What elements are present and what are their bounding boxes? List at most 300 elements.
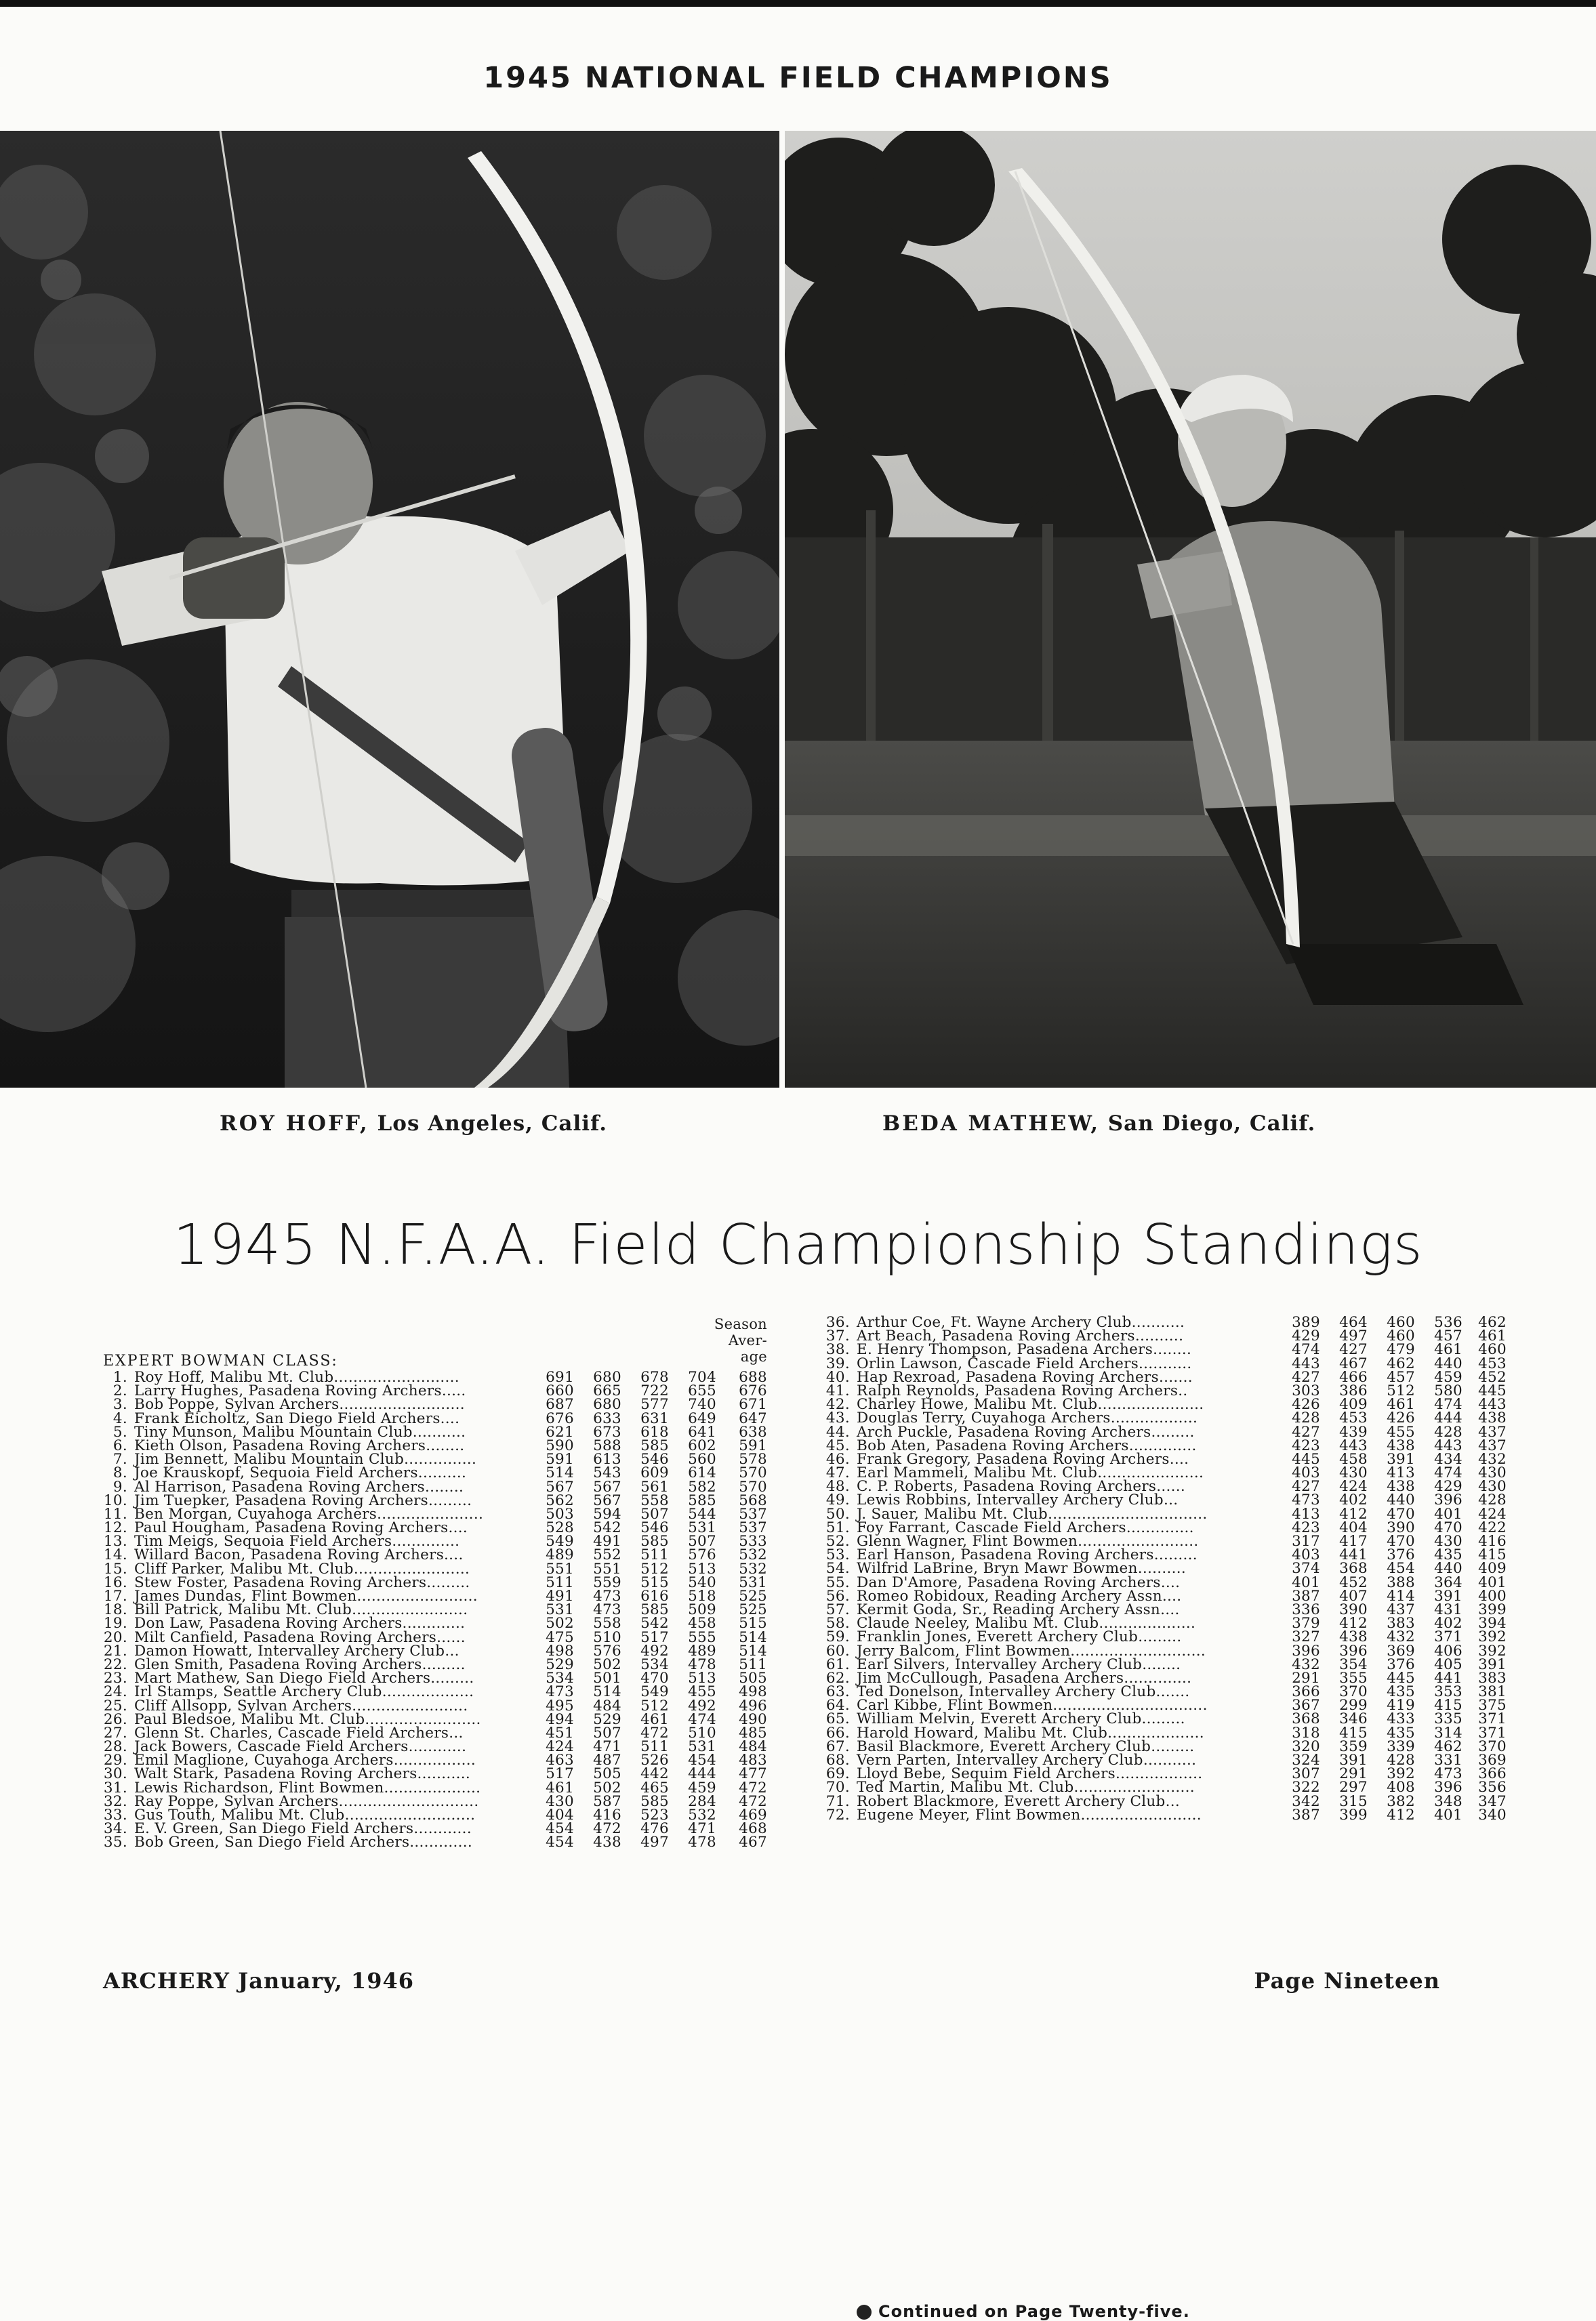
rank-number: 21. [103,1642,127,1660]
score-2: 417 [1339,1533,1368,1550]
archer-name: Romeo Robidoux, Reading Archery Assn.... [857,1587,1182,1605]
rank-number: 49. [825,1492,850,1509]
score-1: 495 [546,1697,574,1714]
score-3: 585 [640,1437,669,1454]
score-4: 544 [688,1505,716,1523]
score-1: 429 [1292,1328,1320,1345]
rank-number: 34. [103,1820,127,1838]
score-4: 454 [688,1752,716,1769]
score-2: 501 [593,1670,621,1687]
score-3: 511 [640,1546,669,1564]
score-2: 346 [1339,1710,1368,1728]
score-2: 576 [593,1642,621,1660]
season-average: 383 [1478,1669,1507,1687]
score-2: 466 [1339,1368,1368,1386]
score-4: 641 [688,1423,716,1441]
rank-number: 10. [103,1492,127,1509]
archer-name: Larry Hughes, Pasadena Roving Archers..... [134,1382,466,1400]
score-2: 472 [593,1820,621,1838]
score-3: 631 [640,1410,669,1427]
score-4: 441 [1434,1669,1462,1687]
rank-number: 53. [825,1546,850,1564]
score-3: 479 [1387,1341,1415,1359]
rank-number: 55. [825,1574,850,1591]
rank-number: 64. [825,1697,850,1714]
score-3: 426 [1387,1410,1415,1427]
score-2: 471 [593,1738,621,1756]
score-3: 470 [1387,1505,1415,1523]
score-1: 303 [1292,1382,1320,1399]
score-4: 473 [1434,1765,1462,1783]
score-1: 503 [546,1505,574,1523]
rank-number: 65. [825,1710,850,1728]
score-3: 408 [1387,1779,1415,1796]
archer-name: Glenn Wagner, Flint Bowmen......................... [857,1533,1199,1550]
score-4: 649 [688,1410,716,1427]
score-1: 443 [1292,1355,1320,1372]
score-1: 430 [546,1792,574,1810]
rank-number: 4. [112,1410,127,1427]
rank-number: 58. [825,1615,850,1632]
score-2: 453 [1339,1410,1368,1427]
rank-number: 19. [103,1615,127,1632]
score-2: 299 [1339,1697,1368,1714]
rank-number: 38. [825,1341,850,1359]
score-3: 433 [1387,1710,1415,1728]
archer-name: Bob Aten, Pasadena Roving Archers.............. [857,1437,1197,1454]
rank-number: 2. [112,1382,127,1400]
score-4: 560 [688,1451,716,1468]
score-3: 542 [640,1615,669,1632]
score-1: 529 [546,1656,574,1673]
score-2: 439 [1339,1423,1368,1441]
rank-number: 30. [103,1765,127,1783]
archer-name: Art Beach, Pasadena Roving Archers.......... [857,1328,1184,1345]
score-3: 369 [1387,1642,1415,1660]
season-average: 514 [739,1628,767,1646]
season-average: 533 [739,1533,767,1550]
archer-name: Wilfrid LaBrine, Bryn Mawr Bowmen.......... [857,1560,1187,1578]
score-3: 435 [1387,1683,1415,1701]
score-1: 491 [546,1588,574,1605]
score-4: 492 [688,1697,716,1714]
class-heading: EXPERT BOWMAN CLASS: [103,1353,338,1370]
rank-number: 57. [825,1601,850,1618]
archer-name: Roy Hoff, Malibu Mt. Club.......................... [134,1369,459,1386]
score-2: 502 [593,1656,621,1673]
season-average: 392 [1478,1628,1507,1646]
season-average: 511 [739,1656,767,1673]
season-average: 647 [739,1410,767,1427]
score-4: 428 [1434,1423,1462,1441]
score-1: 494 [546,1710,574,1728]
archer-name: Lloyd Bebe, Sequim Field Archers.................. [857,1765,1203,1783]
score-2: 680 [593,1369,621,1386]
archer-name: Bill Patrick, Malibu Mt. Club........................ [134,1601,468,1619]
pointing-hand-icon [857,2305,872,2320]
score-2: 297 [1339,1779,1368,1796]
season-average: 467 [739,1834,767,1851]
season-average: 570 [739,1464,767,1482]
rank-number: 32. [103,1792,127,1810]
archer-name: Frank Gregory, Pasadena Roving Archers.... [857,1450,1189,1468]
season-average: 453 [1478,1355,1507,1372]
score-1: 567 [546,1478,574,1496]
score-1: 387 [1292,1587,1320,1605]
score-3: 419 [1387,1697,1415,1714]
score-4: 396 [1434,1492,1462,1509]
score-1: 403 [1292,1464,1320,1482]
season-average: 514 [739,1642,767,1660]
score-2: 412 [1339,1615,1368,1632]
score-1: 511 [546,1574,574,1591]
score-3: 376 [1387,1546,1415,1564]
score-1: 531 [546,1601,574,1619]
score-3: 388 [1387,1574,1415,1591]
archer-name: Stew Foster, Pasadena Roving Archers......... [134,1574,470,1591]
score-4: 655 [688,1382,716,1400]
score-2: 594 [593,1505,621,1523]
score-4: 461 [1434,1341,1462,1359]
archer-name: Charley Howe, Malibu Mt. Club...................... [857,1396,1204,1414]
score-1: 396 [1292,1642,1320,1660]
score-1: 660 [546,1382,574,1400]
archer-name: E. Henry Thompson, Pasadena Archers........ [857,1341,1192,1359]
score-4: 457 [1434,1328,1462,1345]
rank-number: 11. [103,1505,127,1523]
score-1: 463 [546,1752,574,1769]
score-1: 403 [1292,1546,1320,1564]
score-2: 355 [1339,1669,1368,1687]
score-2: 467 [1339,1355,1368,1372]
score-1: 379 [1292,1615,1320,1632]
rank-number: 48. [825,1478,850,1496]
score-1: 502 [546,1615,574,1632]
archer-name: Willard Bacon, Pasadena Roving Archers.... [134,1546,464,1564]
score-1: 327 [1292,1628,1320,1646]
score-4: 401 [1434,1806,1462,1824]
score-1: 687 [546,1396,574,1414]
score-3: 515 [640,1574,669,1591]
rank-number: 37. [825,1328,850,1345]
score-2: 390 [1339,1601,1368,1618]
archer-name: James Dundas, Flint Bowmen......................... [134,1588,478,1605]
score-3: 549 [640,1683,669,1701]
score-3: 432 [1387,1628,1415,1646]
score-4: 440 [1434,1355,1462,1372]
score-3: 437 [1387,1601,1415,1618]
score-2: 502 [593,1779,621,1796]
archer-name: Glenn St. Charles, Cascade Field Archers... [134,1724,464,1742]
season-average: 370 [1478,1738,1507,1755]
score-3: 455 [1387,1423,1415,1441]
archer-name: Carl Kibbe, Flint Bowmen................................ [857,1697,1208,1714]
rank-number: 36. [825,1314,850,1331]
rank-number: 5. [112,1423,127,1441]
season-average: 477 [739,1765,767,1783]
score-1: 676 [546,1410,574,1427]
score-3: 438 [1387,1437,1415,1454]
rank-number: 8. [112,1464,127,1482]
score-2: 315 [1339,1792,1368,1810]
rank-number: 68. [825,1752,850,1769]
score-2: 633 [593,1410,621,1427]
archer-name: Cliff Parker, Malibu Mt. Club........................ [134,1560,470,1578]
caption-beda-mathew [882,1111,1315,1136]
score-4: 540 [688,1574,716,1591]
score-1: 387 [1292,1806,1320,1824]
season-average: 371 [1478,1710,1507,1728]
score-3: 445 [1387,1669,1415,1687]
score-3: 442 [640,1765,669,1783]
archer-name: Joe Krauskopf, Sequoia Field Archers.......... [134,1464,467,1482]
score-2: 529 [593,1710,621,1728]
score-4: 431 [1434,1601,1462,1618]
rank-number: 39. [825,1355,850,1372]
score-4: 478 [688,1834,716,1851]
score-2: 412 [1339,1505,1368,1523]
score-3: 492 [640,1642,669,1660]
rank-number: 22. [103,1656,127,1673]
standings-row [103,1836,767,1849]
score-1: 413 [1292,1505,1320,1523]
score-1: 562 [546,1492,574,1509]
archer-name: Eugene Meyer, Flint Bowmen......................... [857,1806,1202,1824]
season-average: 371 [1478,1724,1507,1742]
score-3: 412 [1387,1806,1415,1824]
archer-name: William Melvin, Everett Archery Club......... [857,1710,1185,1728]
rank-number: 9. [112,1478,127,1496]
score-4: 532 [688,1807,716,1824]
archer-name: Don Law, Pasadena Roving Archers............. [134,1615,466,1632]
rank-number: 63. [825,1683,850,1701]
score-1: 401 [1292,1574,1320,1591]
score-2: 491 [593,1533,621,1550]
season-average: 469 [739,1807,767,1824]
score-3: 561 [640,1478,669,1496]
archer-name: Ted Martin, Malibu Mt. Club......................... [857,1779,1195,1796]
score-3: 440 [1387,1492,1415,1509]
rank-number: 45. [825,1437,850,1454]
rank-number: 16. [103,1574,127,1591]
season-average: 671 [739,1396,767,1414]
season-average: 472 [739,1792,767,1810]
score-2: 673 [593,1423,621,1441]
score-3: 339 [1387,1738,1415,1755]
season-average: 568 [739,1492,767,1509]
score-1: 551 [546,1560,574,1578]
archer-name: Basil Blackmore, Everett Archery Club......... [857,1738,1195,1755]
score-4: 531 [688,1519,716,1537]
score-3: 577 [640,1396,669,1414]
score-4: 314 [1434,1724,1462,1742]
score-4: 402 [1434,1615,1462,1632]
season-average: 369 [1478,1752,1507,1769]
archer-name: Cliff Allsopp, Sylvan Archers........................ [134,1697,468,1714]
score-2: 441 [1339,1546,1368,1564]
score-4: 509 [688,1601,716,1619]
score-2: 409 [1339,1396,1368,1414]
score-3: 511 [640,1738,669,1756]
score-1: 691 [546,1369,574,1386]
season-average: 498 [739,1683,767,1701]
score-1: 590 [546,1437,574,1454]
score-3: 428 [1387,1752,1415,1769]
score-2: 424 [1339,1478,1368,1496]
archer-name: C. P. Roberts, Pasadena Roving Archers...... [857,1478,1186,1496]
score-3: 497 [640,1834,669,1851]
score-3: 523 [640,1807,669,1824]
archer-name: Arch Puckle, Pasadena Roving Archers......... [857,1423,1195,1441]
archer-name: Bob Poppe, Sylvan Archers.......................... [134,1396,465,1414]
season-average: 468 [739,1820,767,1838]
score-2: 443 [1339,1437,1368,1454]
standings-rows-left [103,1371,767,1850]
score-2: 404 [1339,1519,1368,1536]
rank-number: 72. [825,1806,850,1824]
score-1: 342 [1292,1792,1320,1810]
score-1: 404 [546,1807,574,1824]
archer-name: Milt Canfield, Pasadena Roving Archers...... [134,1628,466,1646]
season-average: 462 [1478,1314,1507,1331]
season-average: 688 [739,1369,767,1386]
archer-name: Ben Morgan, Cuyahoga Archers...................... [134,1505,484,1523]
score-2: 464 [1339,1314,1368,1331]
season-average: 445 [1478,1382,1507,1399]
season-average: 525 [739,1588,767,1605]
score-2: 354 [1339,1656,1368,1673]
archer-name: Walt Stark, Pasadena Roving Archers........... [134,1765,471,1783]
rank-number: 61. [825,1656,850,1673]
score-2: 484 [593,1697,621,1714]
season-average: 400 [1478,1587,1507,1605]
score-2: 359 [1339,1738,1368,1755]
score-1: 324 [1292,1752,1320,1769]
score-2: 407 [1339,1587,1368,1605]
archer-name: Jim Bennett, Malibu Mountain Club............... [134,1451,477,1468]
score-4: 518 [688,1588,716,1605]
score-4: 391 [1434,1587,1462,1605]
score-4: 459 [688,1779,716,1796]
caption-place: Los Angeles, Calif. [377,1111,608,1136]
score-3: 413 [1387,1464,1415,1482]
score-1: 320 [1292,1738,1320,1755]
score-1: 473 [1292,1492,1320,1509]
score-4: 470 [1434,1519,1462,1536]
archer-name: Jack Bowers, Cascade Field Archers............ [134,1738,467,1756]
score-3: 512 [640,1560,669,1578]
archer-name: Frank Eicholtz, San Diego Field Archers.... [134,1410,460,1427]
score-3: 460 [1387,1328,1415,1345]
score-1: 423 [1292,1519,1320,1536]
score-4: 348 [1434,1792,1462,1810]
season-average: 356 [1478,1779,1507,1796]
archer-name: Jerry Balcom, Flint Bowmen............................ [857,1642,1206,1660]
season-average: 443 [1478,1396,1507,1414]
score-1: 591 [546,1451,574,1468]
archer-name: Paul Bledsoe, Malibu Mt. Club........................ [134,1710,481,1728]
score-1: 368 [1292,1710,1320,1728]
score-3: 462 [1387,1355,1415,1372]
score-3: 618 [640,1423,669,1441]
archer-name: Glen Smith, Pasadena Roving Archers......... [134,1656,466,1673]
score-4: 513 [688,1560,716,1578]
score-3: 546 [640,1451,669,1468]
score-1: 534 [546,1670,574,1687]
score-4: 364 [1434,1574,1462,1591]
score-4: 435 [1434,1546,1462,1564]
score-3: 454 [1387,1560,1415,1578]
score-2: 552 [593,1546,621,1564]
score-4: 455 [688,1683,716,1701]
season-average: 340 [1478,1806,1507,1824]
score-2: 402 [1339,1492,1368,1509]
rank-number: 46. [825,1450,850,1468]
top-rule [0,0,1596,7]
score-4: 401 [1434,1505,1462,1523]
score-1: 367 [1292,1697,1320,1714]
rank-number: 40. [825,1368,850,1386]
score-4: 440 [1434,1560,1462,1578]
score-2: 452 [1339,1574,1368,1591]
caption-place: San Diego, Calif. [1107,1111,1316,1136]
rank-number: 6. [112,1437,127,1454]
archer-name: E. V. Green, San Diego Field Archers............ [134,1820,472,1838]
score-3: 476 [640,1820,669,1838]
archer-name: Paul Hougham, Pasadena Roving Archers.... [134,1519,468,1537]
score-1: 475 [546,1628,574,1646]
rank-number: 56. [825,1587,850,1605]
rank-number: 69. [825,1765,850,1783]
score-1: 366 [1292,1683,1320,1701]
season-average: 409 [1478,1560,1507,1578]
score-3: 526 [640,1752,669,1769]
score-2: 399 [1339,1806,1368,1824]
rank-number: 47. [825,1464,850,1482]
season-average: 437 [1478,1423,1507,1441]
season-average: 394 [1478,1615,1507,1632]
score-1: 317 [1292,1533,1320,1550]
season-average: 570 [739,1478,767,1496]
archer-name: Ray Poppe, Sylvan Archers............................. [134,1792,479,1810]
season-average: 391 [1478,1656,1507,1673]
rank-number: 51. [825,1519,850,1536]
archer-name: Earl Mammeli, Malibu Mt. Club...................... [857,1464,1204,1482]
score-1: 318 [1292,1724,1320,1742]
score-4: 510 [688,1724,716,1742]
score-3: 390 [1387,1519,1415,1536]
archer-name: Earl Silvers, Intervalley Archery Club........ [857,1656,1181,1673]
archer-name: Vern Parten, Intervalley Archery Club........... [857,1752,1197,1769]
archer-name: Jim Tuepker, Pasadena Roving Archers......... [134,1492,472,1509]
score-3: 472 [640,1724,669,1742]
score-1: 428 [1292,1410,1320,1427]
score-4: 513 [688,1670,716,1687]
score-4: 531 [688,1738,716,1756]
season-average: 416 [1478,1533,1507,1550]
season-average: 531 [739,1574,767,1591]
rank-number: 13. [103,1533,127,1550]
score-2: 665 [593,1382,621,1400]
score-3: 722 [640,1382,669,1400]
score-4: 489 [688,1642,716,1660]
season-average: 422 [1478,1519,1507,1536]
score-3: 585 [640,1601,669,1619]
season-average: 485 [739,1724,767,1742]
rank-number: 44. [825,1423,850,1441]
score-2: 551 [593,1560,621,1578]
caption-roy-hoff [220,1111,607,1136]
